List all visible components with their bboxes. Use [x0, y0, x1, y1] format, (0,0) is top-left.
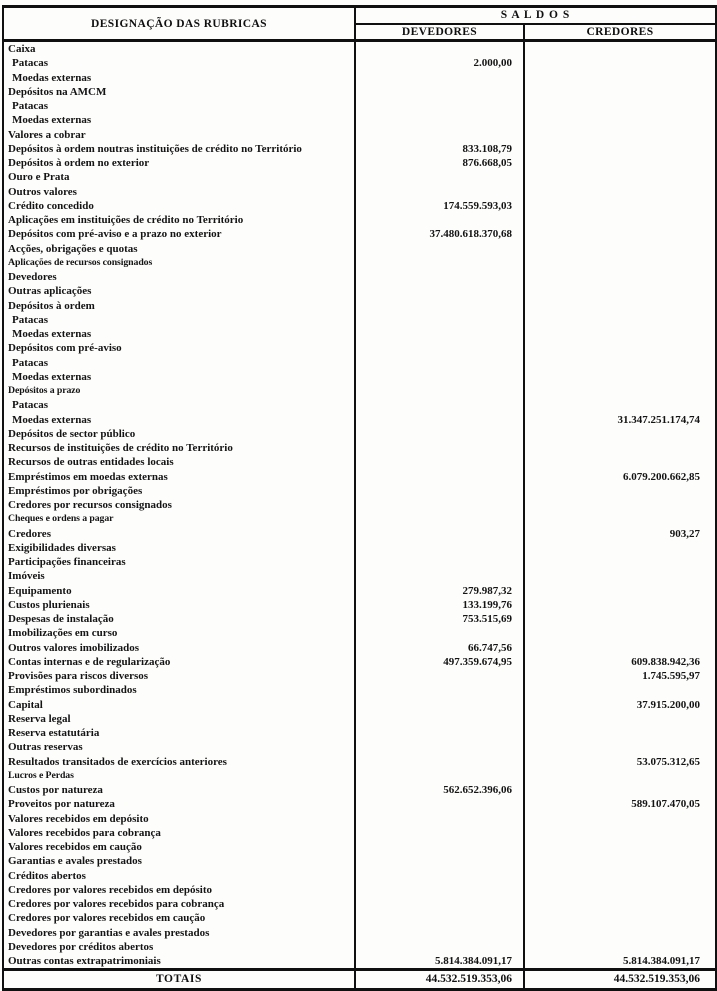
- table-row: [3, 142, 716, 156]
- rubrica-label-cell: Outros valores imobilizados: [8, 641, 139, 654]
- rubrica-label-cell: Moedas externas: [12, 370, 92, 383]
- credores-value-cell: [524, 484, 716, 498]
- devedores-value-cell: 279.987,32: [355, 584, 524, 598]
- table-row: [3, 199, 716, 213]
- devedores-value-cell: [355, 398, 524, 412]
- table-row: [3, 227, 716, 241]
- rubrica-label-cell: Empréstimos por obrigações: [8, 484, 143, 497]
- rubrica-label-cell: Valores recebidos para cobrança: [8, 826, 161, 839]
- table-row: [3, 612, 716, 626]
- credores-value-cell: [524, 199, 716, 213]
- table-row: [3, 911, 716, 925]
- devedores-value-cell: [355, 128, 524, 142]
- rubrica-label-cell: Despesas de instalação: [8, 613, 114, 625]
- credores-value-cell: [524, 256, 716, 270]
- rubrica-label-cell: Provisões para riscos diversos: [8, 670, 149, 682]
- devedores-value-cell: 133.199,76: [355, 598, 524, 612]
- devedores-value-cell: [355, 455, 524, 469]
- table-row: [3, 327, 716, 341]
- rubrica-label-cell: Imóveis: [8, 570, 45, 583]
- credores-value-cell: [524, 142, 716, 156]
- rubrica-label-cell: Capital: [8, 698, 43, 711]
- credores-value-cell: [524, 242, 716, 256]
- credores-value-cell: [524, 384, 716, 398]
- credores-value-cell: [524, 427, 716, 441]
- devedores-value-cell: [355, 826, 524, 840]
- devedores-value-cell: [355, 769, 524, 783]
- devedores-value-cell: [355, 712, 524, 726]
- credores-value-cell: 6.079.200.662,85: [524, 470, 716, 484]
- rubrica-label-cell: Patacas: [12, 313, 49, 326]
- devedores-value-cell: [355, 427, 524, 441]
- credores-value-cell: [524, 812, 716, 826]
- table-row: [3, 356, 716, 370]
- devedores-value-cell: [355, 370, 524, 384]
- rubrica-label-cell: Outras reservas: [8, 741, 83, 754]
- devedores-value-cell: [355, 170, 524, 184]
- table-row: [3, 484, 716, 498]
- devedores-value-cell: 876.668,05: [355, 156, 524, 170]
- credores-value-cell: [524, 626, 716, 640]
- devedores-value-cell: [355, 484, 524, 498]
- table-row: [3, 527, 716, 541]
- devedores-value-cell: 833.108,79: [355, 142, 524, 156]
- credores-value-cell: [524, 897, 716, 911]
- table-row: [3, 299, 716, 313]
- rubrica-label-cell: Patacas: [12, 57, 49, 70]
- table-row: [3, 769, 716, 783]
- table-row: [3, 170, 716, 184]
- rubrica-label-cell: Acções, obrigações e quotas: [8, 242, 138, 255]
- credores-value-cell: [524, 883, 716, 897]
- table-row: [3, 185, 716, 199]
- credores-value-cell: [524, 270, 716, 284]
- rubrica-label-cell: Moedas externas: [12, 71, 92, 84]
- rubrica-label-cell: Créditos abertos: [8, 869, 86, 882]
- rubrica-label-cell: Cheques e ordens a pagar: [8, 513, 114, 525]
- rubrica-label-cell: Custos plurienais: [8, 598, 90, 611]
- credores-value-cell: [524, 854, 716, 868]
- table-row: [3, 470, 716, 484]
- devedores-value-cell: [355, 926, 524, 940]
- devedores-value-cell: 2.000,00: [355, 56, 524, 70]
- devedores-value-cell: [355, 812, 524, 826]
- table-row: [3, 313, 716, 327]
- devedores-value-cell: 497.359.674,95: [355, 655, 524, 669]
- table-row: [3, 726, 716, 740]
- rubrica-label-cell: Caixa: [8, 43, 36, 55]
- rubrica-label-cell: Moedas externas: [12, 114, 92, 127]
- credores-value-cell: [524, 41, 716, 57]
- table-row: [3, 256, 716, 270]
- rubrica-label-cell: Credores por valores recebidos em caução: [8, 912, 206, 925]
- rubrica-label-cell: Devedores por créditos abertos: [8, 940, 154, 953]
- rubrica-label-cell: Depósitos a prazo: [8, 385, 81, 396]
- table-row: [3, 555, 716, 569]
- table-row: [3, 641, 716, 655]
- rubrica-label-cell: Exigibilidades diversas: [8, 541, 116, 554]
- credores-value-cell: [524, 783, 716, 797]
- devedores-value-cell: [355, 441, 524, 455]
- rubrica-label-cell: Moedas externas: [12, 413, 92, 426]
- rubrica-label-cell: Valores a cobrar: [8, 128, 86, 141]
- table-row: [3, 826, 716, 840]
- rubrica-label-cell: Imobilizações em curso: [8, 627, 118, 640]
- table-row: [3, 498, 716, 512]
- credores-value-cell: [524, 683, 716, 697]
- table-row: [3, 698, 716, 712]
- credores-value-cell: [524, 726, 716, 740]
- credores-value-cell: [524, 99, 716, 113]
- table-row: [3, 270, 716, 284]
- totals-label: TOTAIS: [155, 973, 202, 986]
- devedores-value-cell: [355, 755, 524, 769]
- credores-value-cell: 53.075.312,65: [524, 755, 716, 769]
- credores-value-cell: [524, 926, 716, 940]
- credores-value-cell: 31.347.251.174,74: [524, 413, 716, 427]
- devedores-value-cell: [355, 299, 524, 313]
- devedores-value-cell: [355, 470, 524, 484]
- devedores-value-cell: [355, 270, 524, 284]
- table-row: [3, 569, 716, 583]
- table-row: [3, 213, 716, 227]
- credores-value-cell: [524, 712, 716, 726]
- table-row: [3, 398, 716, 412]
- credores-value-cell: 589.107.470,05: [524, 797, 716, 811]
- rubrica-label-cell: Participações financeiras: [8, 556, 126, 568]
- credores-value-cell: [524, 498, 716, 512]
- rubrica-label-cell: Proveitos por natureza: [8, 798, 115, 811]
- credores-value-cell: [524, 584, 716, 598]
- table-row: [3, 370, 716, 384]
- table-row: [3, 926, 716, 940]
- credores-value-cell: [524, 341, 716, 355]
- rubrica-label-cell: Reserva estatutária: [8, 727, 100, 739]
- credores-value-cell: 37.915.200,00: [524, 698, 716, 712]
- devedores-value-cell: [355, 797, 524, 811]
- devedores-value-cell: [355, 897, 524, 911]
- table-row: [3, 655, 716, 669]
- rubrica-label-cell: Empréstimos subordinados: [8, 684, 137, 697]
- devedores-value-cell: [355, 911, 524, 925]
- devedores-value-cell: [355, 569, 524, 583]
- table-row: [3, 840, 716, 854]
- credores-value-cell: [524, 641, 716, 655]
- devedores-value-cell: [355, 527, 524, 541]
- credores-value-cell: [524, 740, 716, 754]
- devedores-value-cell: 753.515,69: [355, 612, 524, 626]
- rubrica-label-cell: Crédito concedido: [8, 199, 94, 212]
- credores-value-cell: [524, 512, 716, 526]
- devedores-value-cell: [355, 313, 524, 327]
- rubrica-label-cell: Ouro e Prata: [8, 171, 70, 184]
- rubrica-label-cell: Depósitos de sector público: [8, 427, 136, 440]
- credores-value-cell: [524, 313, 716, 327]
- devedores-value-cell: [355, 413, 524, 427]
- rubrica-label-cell: Depósitos na AMCM: [8, 85, 107, 98]
- devedores-value-cell: [355, 940, 524, 954]
- table-row: [3, 113, 716, 127]
- rubrica-label-cell: Credores por valores recebidos para cobrança: [8, 898, 225, 910]
- devedores-value-cell: [355, 726, 524, 740]
- rubrica-label-cell: Aplicações em instituições de crédito no Território: [8, 214, 244, 226]
- devedores-value-cell: 66.747,56: [355, 641, 524, 655]
- devedores-value-cell: 174.559.593,03: [355, 199, 524, 213]
- table-row: [3, 41, 716, 57]
- credores-value-cell: [524, 940, 716, 954]
- table-row: [3, 85, 716, 99]
- credores-value-cell: [524, 398, 716, 412]
- credores-value-cell: [524, 598, 716, 612]
- rubrica-label-cell: Outras contas extrapatrimoniais: [8, 955, 161, 967]
- credores-value-cell: [524, 356, 716, 370]
- devedores-value-cell: [355, 698, 524, 712]
- credores-value-cell: [524, 213, 716, 227]
- table-row: [3, 783, 716, 797]
- table-row: [3, 99, 716, 113]
- rubrica-label-cell: Lucros e Perdas: [8, 769, 74, 781]
- totals-devedores-value: 44.532.519.353,06: [355, 970, 524, 990]
- table-row: [3, 413, 716, 427]
- devedores-value-cell: [355, 327, 524, 341]
- devedores-value-cell: [355, 840, 524, 854]
- rubrica-label-cell: Aplicações de recursos consignados: [8, 256, 153, 268]
- table-row: [3, 797, 716, 811]
- credores-value-cell: [524, 128, 716, 142]
- credores-value-cell: [524, 284, 716, 298]
- credores-value-cell: [524, 227, 716, 241]
- credores-value-cell: 1.745.595,97: [524, 669, 716, 683]
- credores-value-cell: [524, 612, 716, 626]
- table-row: [3, 598, 716, 612]
- credores-value-cell: [524, 370, 716, 384]
- credores-value-cell: [524, 840, 716, 854]
- devedores-value-cell: [355, 869, 524, 883]
- devedores-value-cell: [355, 256, 524, 270]
- rubrica-label-cell: Devedores por garantias e avales prestados: [8, 926, 210, 939]
- credores-value-cell: [524, 541, 716, 555]
- devedores-value-cell: [355, 683, 524, 697]
- devedores-value-cell: [355, 669, 524, 683]
- devedores-value-cell: [355, 85, 524, 99]
- table-row: [3, 854, 716, 868]
- table-row: [3, 869, 716, 883]
- devedores-value-cell: [355, 512, 524, 526]
- column-header-saldos: S A L D O S: [355, 7, 716, 24]
- table-row: [3, 584, 716, 598]
- rubrica-label-cell: Garantias e avales prestados: [8, 855, 142, 868]
- table-row: [3, 812, 716, 826]
- rubrica-label-cell: Depósitos à ordem noutras instituições de crédito no Território: [8, 142, 302, 155]
- credores-value-cell: [524, 85, 716, 99]
- table-row: [3, 156, 716, 170]
- credores-value-cell: [524, 156, 716, 170]
- table-row: [3, 541, 716, 555]
- rubrica-label-cell: Patacas: [12, 399, 49, 412]
- rubrica-label-cell: Reserva legal: [8, 712, 71, 725]
- devedores-value-cell: [355, 883, 524, 897]
- devedores-value-cell: [355, 341, 524, 355]
- devedores-value-cell: [355, 113, 524, 127]
- rubrica-label-cell: Contas internas e de regularização: [8, 655, 171, 668]
- table-row: [3, 455, 716, 469]
- credores-value-cell: [524, 569, 716, 583]
- table-header: [3, 7, 716, 41]
- credores-value-cell: [524, 299, 716, 313]
- rubrica-label-cell: Credores por recursos consignados: [8, 499, 172, 511]
- table-row: [3, 427, 716, 441]
- rubrica-label-cell: Valores recebidos em caução: [8, 841, 142, 853]
- credores-value-cell: [524, 769, 716, 783]
- credores-value-cell: [524, 113, 716, 127]
- table-row: [3, 740, 716, 754]
- rubrica-label-cell: Depósitos à ordem no exterior: [8, 157, 150, 169]
- rubrica-label-cell: Recursos de instituições de crédito no Território: [8, 442, 233, 454]
- devedores-value-cell: [355, 356, 524, 370]
- table-row: [3, 71, 716, 85]
- table-row: [3, 940, 716, 954]
- rubrica-label-cell: Resultados transitados de exercícios anteriores: [8, 755, 227, 768]
- devedores-value-cell: [355, 284, 524, 298]
- table-row: [3, 441, 716, 455]
- table-row: [3, 755, 716, 769]
- table-row: [3, 626, 716, 640]
- devedores-value-cell: 37.480.618.370,68: [355, 227, 524, 241]
- devedores-value-cell: [355, 41, 524, 57]
- devedores-value-cell: [355, 555, 524, 569]
- credores-value-cell: 609.838.942,36: [524, 655, 716, 669]
- table-row: [3, 128, 716, 142]
- rubrica-label-cell: Recursos de outras entidades locais: [8, 456, 174, 469]
- devedores-value-cell: [355, 498, 524, 512]
- devedores-value-cell: [355, 99, 524, 113]
- credores-value-cell: [524, 555, 716, 569]
- totals-credores-value: 44.532.519.353,06: [524, 970, 716, 990]
- rubrica-label-cell: Devedores: [8, 271, 57, 283]
- credores-value-cell: 903,27: [524, 527, 716, 541]
- credores-value-cell: [524, 327, 716, 341]
- devedores-value-cell: [355, 213, 524, 227]
- table-row: [3, 384, 716, 398]
- devedores-value-cell: [355, 740, 524, 754]
- balance-table: [2, 5, 717, 991]
- devedores-value-cell: [355, 71, 524, 85]
- rubrica-label-cell: Custos por natureza: [8, 784, 103, 796]
- credores-value-cell: [524, 911, 716, 925]
- devedores-value-cell: 562.652.396,06: [355, 783, 524, 797]
- rubrica-label-cell: Outras aplicações: [8, 285, 92, 298]
- devedores-value-cell: [355, 626, 524, 640]
- devedores-value-cell: [355, 384, 524, 398]
- credores-value-cell: [524, 170, 716, 184]
- table-row: [3, 242, 716, 256]
- credores-value-cell: [524, 185, 716, 199]
- credores-value-cell: [524, 71, 716, 85]
- table-row: [3, 56, 716, 70]
- rubrica-label-cell: Patacas: [12, 100, 49, 112]
- credores-value-cell: [524, 869, 716, 883]
- table-row: [3, 683, 716, 697]
- column-header-rubricas: DESIGNAÇÃO DAS RUBRICAS: [3, 7, 355, 41]
- credores-value-cell: 5.814.384.091,17: [524, 954, 716, 970]
- rubrica-label-cell: Credores: [8, 527, 51, 540]
- devedores-value-cell: [355, 242, 524, 256]
- devedores-value-cell: [355, 541, 524, 555]
- rubrica-label-cell: Patacas: [12, 356, 49, 369]
- devedores-value-cell: [355, 854, 524, 868]
- totals-row: [3, 970, 716, 990]
- credores-value-cell: [524, 455, 716, 469]
- table-row: [3, 883, 716, 897]
- table-row: [3, 954, 716, 970]
- rubrica-label-cell: Moedas externas: [12, 328, 92, 340]
- table-row: [3, 669, 716, 683]
- table-row: [3, 712, 716, 726]
- rubrica-label-cell: Equipamento: [8, 584, 72, 597]
- devedores-value-cell: [355, 185, 524, 199]
- table-row: [3, 284, 716, 298]
- rubrica-label-cell: Credores por valores recebidos em depósito: [8, 883, 212, 896]
- rubrica-label-cell: Valores recebidos em depósito: [8, 812, 149, 825]
- credores-value-cell: [524, 56, 716, 70]
- table-row: [3, 897, 716, 911]
- column-header-devedores: DEVEDORES: [401, 25, 478, 38]
- rubrica-label-cell: Depósitos à ordem: [8, 299, 95, 312]
- credores-value-cell: [524, 826, 716, 840]
- rubrica-label-cell: Depósitos com pré-aviso e a prazo no exterior: [8, 228, 222, 241]
- rubrica-label-cell: Empréstimos em moedas externas: [8, 470, 168, 483]
- table-row: [3, 341, 716, 355]
- column-header-credores: CREDORES: [524, 24, 716, 41]
- table-body: [3, 41, 716, 970]
- rubrica-label-cell: Depósitos com pré-aviso: [8, 342, 122, 355]
- devedores-value-cell: 5.814.384.091,17: [355, 954, 524, 970]
- table-row: [3, 512, 716, 526]
- rubrica-label-cell: Outros valores: [8, 185, 77, 198]
- credores-value-cell: [524, 441, 716, 455]
